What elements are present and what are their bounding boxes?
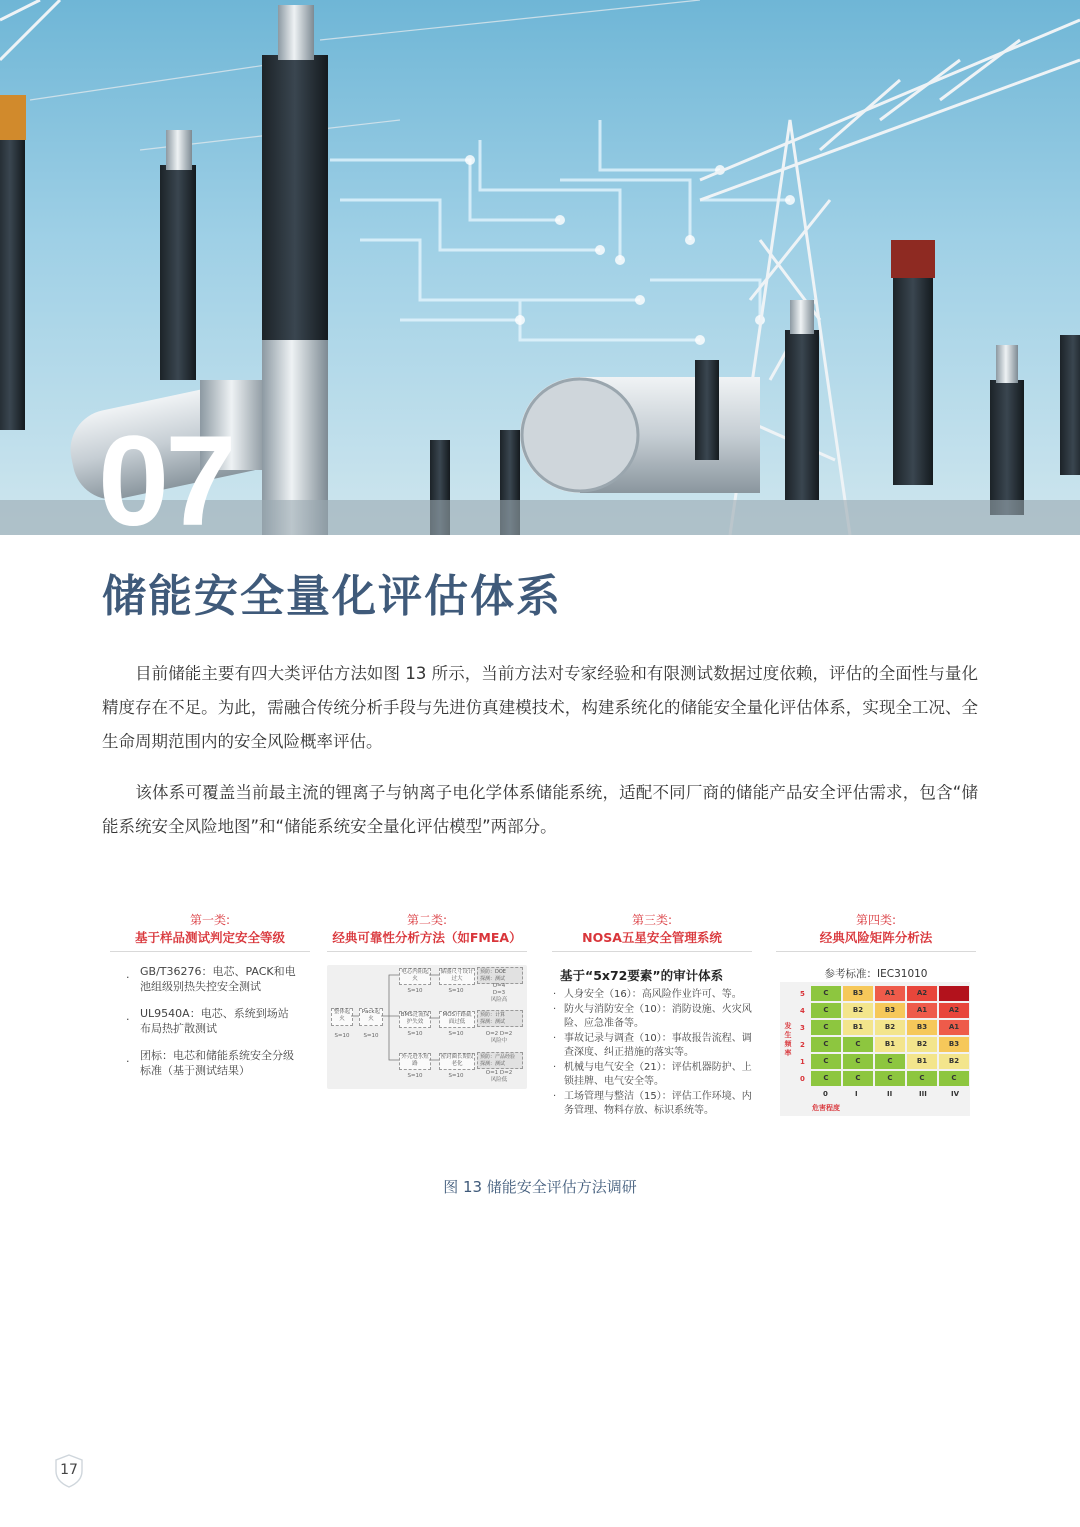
fmea-score: S=10 (407, 1073, 423, 1079)
matrix-cell: C (811, 1054, 841, 1069)
fmea-node: 储器尺寸设计过大 (439, 968, 475, 985)
body-paragraph: 目前储能主要有四大类评估方法如图 13 所示，当前方法对专家经验和有限测试数据过度依赖，评估的全面性与量化精度存在不足。为此，需融合传统分析手段与先进仿真建模技术，构建系统化的储能安全量化评估体系，实现全工况、全生命周期范围内的安全风险概率评估。 (102, 664, 978, 751)
list-item: · 机械与电气安全（21）：评估机器防护、上锁挂牌、电气安全等。 (552, 1061, 752, 1090)
column-heading (776, 912, 976, 946)
matrix-cell: C (843, 1054, 873, 1069)
matrix-cell (939, 986, 969, 1001)
matrix-cell: B1 (875, 1037, 905, 1052)
list-item: · 工场管理与整洁（15）：评估工作环境、内务管理、物料存放、标识系统等。 (552, 1090, 752, 1119)
column-label: 第四类: (855, 913, 897, 927)
column-label: I (855, 1090, 858, 1098)
row-label: 3 (800, 1024, 805, 1032)
matrix-cell: B3 (907, 1020, 937, 1035)
column-heading (110, 912, 310, 946)
matrix-cell: C (811, 1071, 841, 1086)
matrix-cell: B3 (875, 1003, 905, 1018)
x-axis-label: 危害程度 (812, 1104, 840, 1112)
matrix-cell: B1 (907, 1054, 937, 1069)
matrix-cell: C (843, 1037, 873, 1052)
fmea-node: BMS过流保护失效 (399, 1011, 431, 1028)
insulator-3 (262, 5, 328, 535)
y-axis-label: 发生频率 (784, 1022, 792, 1057)
matrix-cell: A1 (907, 1003, 937, 1018)
reference-standard: 参考标准：IEC31010 (824, 968, 928, 980)
fmea-node: 电芯内阻起火 (399, 968, 431, 985)
chapter-number: 07 (98, 410, 233, 535)
fmea-score: S=10 (448, 1073, 464, 1079)
fmea-score: S=10 (407, 1031, 423, 1037)
list-item: · 团标：电芯和储能系统安全分级标准（基于测试结果） (126, 1048, 298, 1078)
insulator-2 (160, 130, 196, 380)
hero-image (0, 0, 1080, 535)
matrix-cell: C (811, 1020, 841, 1035)
matrix-cell: C (875, 1071, 905, 1086)
column-label: IV (951, 1090, 960, 1098)
column-title: 经典可靠性分析方法（如FMEA） (332, 930, 522, 945)
column-label: III (919, 1090, 927, 1098)
fmea-score: S=10 (448, 1031, 464, 1037)
matrix-cell: C (939, 1071, 969, 1086)
matrix-cell: B1 (843, 1020, 873, 1035)
matrix-cell: A1 (939, 1020, 969, 1035)
matrix-cell: C (875, 1054, 905, 1069)
fmea-rating: O=4 D=3 风险高 (490, 983, 508, 1003)
matrix-cell: C (811, 1037, 841, 1052)
fmea-node: MOS开路截面过低 (439, 1011, 475, 1028)
matrix-cell: B3 (939, 1037, 969, 1052)
column-label: 第三类: (631, 913, 673, 927)
list-item: · GB/T36276：电芯、PACK和电池组级别热失控安全测试 (126, 964, 298, 994)
insulator-4 (891, 240, 935, 485)
fmea-rating: O=1 D=2 风险低 (485, 1070, 513, 1083)
matrix-cell: C (811, 1003, 841, 1018)
fmea-control: 预防：计算 探测：测试 (477, 1010, 523, 1027)
bullet-list (126, 964, 298, 1078)
matrix-cell: B2 (939, 1054, 969, 1069)
nosa-subtitle: 基于“5x72要素”的审计体系 (560, 968, 724, 983)
bullet-list (552, 988, 752, 1119)
column-label: 第一类: (189, 913, 231, 927)
divider (110, 951, 310, 952)
column-heading (552, 912, 752, 946)
matrix-cell: A1 (875, 986, 905, 1001)
matrix-cell: B2 (907, 1037, 937, 1052)
column-label: 第二类: (406, 913, 448, 927)
fmea-diagram (327, 965, 527, 1089)
chapter-title: 储能安全量化评估体系 (102, 571, 562, 622)
insulator-5 (785, 300, 819, 500)
column-title: 经典风险矩阵分析法 (819, 930, 933, 945)
fmea-score: S=10 (334, 1033, 350, 1039)
matrix-cell: A2 (939, 1003, 969, 1018)
list-item: · UL9540A：电芯、系统到场站布局热扩散测试 (126, 1006, 298, 1036)
page-number: 17 (60, 1462, 78, 1478)
fmea-control: 预防：产品经验 探测：测试 (477, 1052, 523, 1069)
matrix-cell: B2 (875, 1020, 905, 1035)
fmea-score: S=10 (407, 988, 423, 994)
method-column-3 (552, 912, 752, 1119)
fmea-score: S=10 (448, 988, 464, 994)
matrix-cell: B3 (843, 986, 873, 1001)
column-heading (327, 912, 527, 946)
column-title: NOSA五星安全管理系统 (582, 930, 722, 945)
matrix-cell: C (843, 1071, 873, 1086)
row-label: 2 (800, 1041, 805, 1049)
matrix-cell: A2 (907, 986, 937, 1001)
fmea-node: 密封圈长期段老化 (439, 1053, 475, 1070)
row-label: 0 (800, 1075, 805, 1083)
list-item: · 人身安全（16）：高风险作业许可、等。 (552, 988, 752, 1003)
fmea-node: 整体起火 (331, 1008, 353, 1026)
figure-caption: 图 13 储能安全评估方法调研 (443, 1178, 637, 1196)
method-column-1 (110, 912, 310, 1090)
method-column-2 (327, 912, 527, 952)
matrix-cell: C (907, 1071, 937, 1086)
matrix-cell: C (811, 986, 841, 1001)
body-paragraph: 该体系可覆盖当前最主流的锂离子与钠离子电化学体系储能系统，适配不同厂商的储能产品安全评估需求，包含“储能系统安全风险地图”和“储能系统安全量化评估模型”两部分。 (102, 783, 978, 836)
row-label: 1 (800, 1058, 805, 1066)
row-label: 5 (800, 990, 805, 998)
divider (776, 951, 976, 952)
fmea-node: Pack起火 (359, 1008, 383, 1026)
fmea-control: 预防：DOE 探测：测试 (477, 967, 523, 984)
column-label: 0 (823, 1090, 828, 1098)
fmea-node: 外壳进水短路 (399, 1053, 431, 1070)
column-label: II (887, 1090, 893, 1098)
method-column-4 (776, 912, 976, 981)
divider (327, 951, 527, 952)
insulator-1 (0, 95, 26, 430)
page-number-badge (54, 1454, 84, 1488)
divider (552, 951, 752, 952)
list-item: · 事故记录与调查（10）：事故报告流程、调查深度、纠正措施的落实等。 (552, 1032, 752, 1061)
matrix-cell: B2 (843, 1003, 873, 1018)
risk-matrix (780, 982, 970, 1116)
list-item: · 防火与消防安全（10）：消防设施、火灾风险、应急准备等。 (552, 1003, 752, 1032)
fmea-score: S=10 (363, 1033, 379, 1039)
insulator-6 (990, 345, 1024, 515)
fmea-rating: O=2 D=2 风险中 (485, 1031, 513, 1044)
column-title: 基于样品测试判定安全等级 (134, 930, 285, 945)
row-label: 4 (800, 1007, 805, 1015)
